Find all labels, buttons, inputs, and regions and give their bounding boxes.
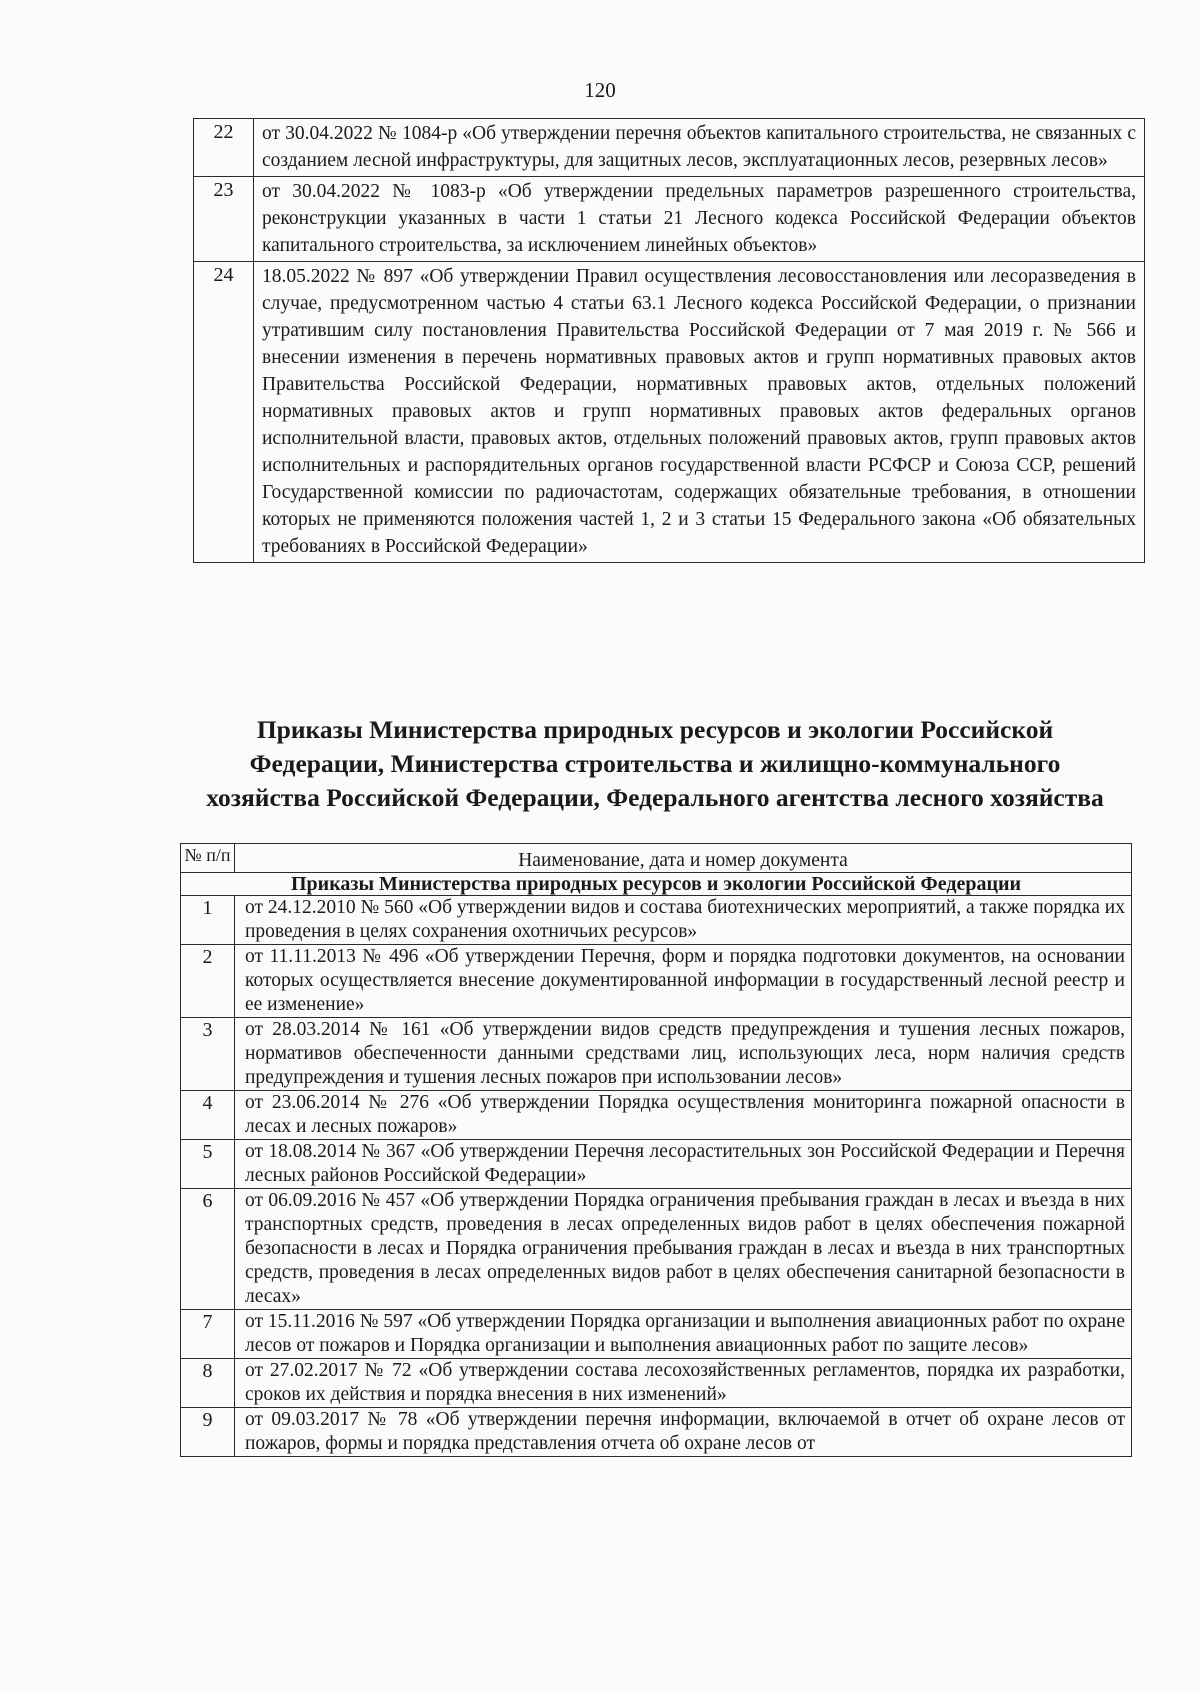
document-description: 18.05.2022 № 897 «Об утверждении Правил осуществления лесовосстановления или лесоразведения в случае, предусмотренном частью 4 статьи 63.1 Лесного кодекса Российской Федерации, о признании утратившим силу постановления Правительства Российской Федерации от 7 мая 2019 г. № 566 и внесении изменения в перечень нормативных правовых актов и групп нормативных правовых актов Правительства Российской Федерации, нормативных правовых актов, отдельных положений нормативных правовых актов и групп нормативных правовых актов федеральных органов исполнительной власти, правовых актов, отдельных положений правовых актов, групп правовых актов исполнительных и распорядительных органов государственной власти РСФСР и Союза ССР, решений Государственной комиссии по радиочастотам, содержащих обязательные требования, в отношении которых не применяются положения частей 1, 2 и 3 статьи 15 Федерального закона «Об обязательных требованиях в Российской Федерации» [254,262,1145,563]
group-title: Приказы Министерства природных ресурсов и экологии Российской Федерации [181,873,1132,896]
row-number: 7 [181,1310,235,1359]
table-row [194,119,1145,177]
document-description: от 23.06.2014 № 276 «Об утверждении Порядка осуществления мониторинга пожарной опасности в лесах и лесных пожаров» [235,1091,1132,1140]
table-row [181,1310,1132,1359]
table-row [181,1189,1132,1310]
document-description: от 11.11.2013 № 496 «Об утверждении Перечня, форм и порядка подготовки документов, на основании которых осуществляется внесение документированной информации в государственный лесной реестр и ее изменение» [235,945,1132,1018]
column-header-number: № п/п [181,844,235,873]
table-row [181,945,1132,1018]
group-row [181,873,1132,896]
row-number: 3 [181,1018,235,1091]
table-row [194,262,1145,563]
page-number: 120 [584,78,616,102]
row-number: 2 [181,945,235,1018]
table-row [181,1359,1132,1408]
document-description: от 30.04.2022 № 1083-р «Об утверждении предельных параметров разрешенного строительства, реконструкции указанных в части 1 статьи 21 Лесного кодекса Российской Федерации объектов капитального строительства, за исключением линейных объектов» [254,177,1145,262]
table-row [181,1408,1132,1457]
table-row [181,1140,1132,1189]
row-number: 4 [181,1091,235,1140]
row-number: 9 [181,1408,235,1457]
row-number: 1 [181,896,235,945]
legal-acts-table-continued [193,118,1145,563]
table-row [181,896,1132,945]
document-description: от 28.03.2014 № 161 «Об утверждении видов средств предупреждения и тушения лесных пожаров, нормативов обеспеченности данными средствами лиц, использующих леса, норм наличия средств предупреждения и тушения лесных пожаров при использовании лесов» [235,1018,1132,1091]
document-description: от 09.03.2017 № 78 «Об утверждении перечня информации, включаемой в отчет об охране лесов от пожаров, формы и порядка представления отчета об охране лесов от [235,1408,1132,1457]
row-number: 22 [194,119,254,177]
column-header-title: Наименование, дата и номер документа [235,844,1132,873]
document-description: от 18.08.2014 № 367 «Об утверждении Перечня лесорастительных зон Российской Федерации и Перечня лесных районов Российской Федерации» [235,1140,1132,1189]
document-description: от 24.12.2010 № 560 «Об утверждении видов и состава биотехнических мероприятий, а также порядка их проведения в целях сохранения охотничьих ресурсов» [235,896,1132,945]
document-description: от 30.04.2022 № 1084-р «Об утверждении перечня объектов капитального строительства, не связанных с созданием лесной инфраструктуры, для защитных лесов, эксплуатационных лесов, резервных лесов» [254,119,1145,177]
document-description: от 27.02.2017 № 72 «Об утверждении состава лесохозяйственных регламентов, порядка их разработки, сроков их действия и порядка внесения в них изменений» [235,1359,1132,1408]
row-number: 23 [194,177,254,262]
row-number: 5 [181,1140,235,1189]
row-number: 6 [181,1189,235,1310]
table-row [181,1018,1132,1091]
table-row [181,1091,1132,1140]
row-number: 8 [181,1359,235,1408]
section-title: Приказы Министерства природных ресурсов и экологии Российской Федерации, Министерства строительства и жилищно-коммунального хозяйства Российской Федерации, Федерального агентства лесного хозяйства [206,715,1104,812]
document-description: от 15.11.2016 № 597 «Об утверждении Порядка организации и выполнения авиационных работ по охране лесов от пожаров и Порядка организации и выполнения авиационных работ по защите лесов» [235,1310,1132,1359]
document-description: от 06.09.2016 № 457 «Об утверждении Порядка ограничения пребывания граждан в лесах и въезда в них транспортных средств, проведения в лесах определенных видов работ в целях обеспечения пожарной безопасности в лесах и Порядка ограничения пребывания граждан в лесах и въезда в них транспортных средств, проведения в лесах определенных видов работ в целях обеспечения санитарной безопасности в лесах» [235,1189,1132,1310]
ministry-orders-table [180,843,1132,1457]
row-number: 24 [194,262,254,563]
table-header-row [181,844,1132,873]
table-row [194,177,1145,262]
